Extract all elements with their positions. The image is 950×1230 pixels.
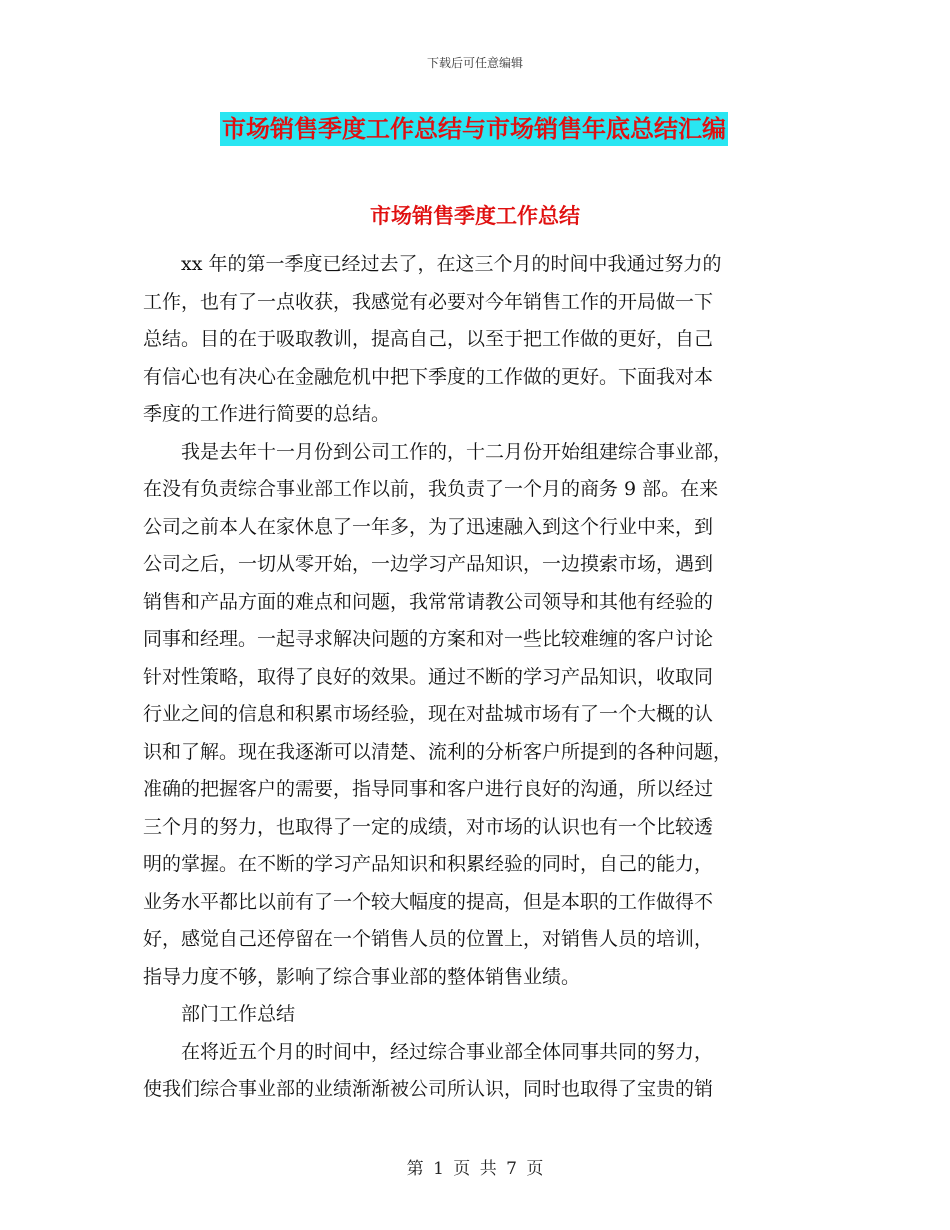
- paragraph-line: 在没有负责综合事业部工作以前，我负责了一个月的商务 9 部。在来: [143, 478, 719, 500]
- page-footer: 第 1 页 共 7 页: [406, 1159, 544, 1179]
- paragraph-line: 季度的工作进行简要的总结。: [143, 403, 391, 425]
- paragraph: [143, 434, 805, 997]
- paragraph-line: 行业之间的信息和积累市场经验，现在对盐城市场有了一个大概的认: [143, 703, 714, 725]
- paragraph-line: 在将近五个月的时间中，经过综合事业部全体同事共同的努力，: [181, 1040, 714, 1063]
- paragraph-line: 公司之前本人在家休息了一年多，为了迅速融入到这个行业中来，到: [143, 515, 714, 538]
- document-body: [143, 246, 805, 1109]
- paragraph-line: 明的掌握。在不断的学习产品知识和积累经验的同时，自己的能力，: [143, 853, 714, 875]
- paragraph-line: 部门工作总结: [181, 1003, 296, 1025]
- paragraph-line: 准确的把握客户的需要，指导同事和客户进行良好的沟通，所以经过: [143, 778, 714, 800]
- paragraph: [143, 996, 805, 1034]
- paragraph-line: 识和了解。现在我逐渐可以清楚、流利的分析客户所提到的各种问题，: [143, 740, 733, 763]
- header-note: 下载后可任意编辑: [426, 56, 523, 70]
- paragraph-line: 总结。目的在于吸取教训，提高自己，以至于把工作做的更好，自己: [143, 328, 714, 350]
- paragraph: [143, 246, 805, 434]
- paragraph-line: xx 年的第一季度已经过去了，在这三个月的时间中我通过努力的: [181, 253, 722, 275]
- section-title: 市场销售季度工作总结: [370, 203, 580, 228]
- paragraph-line: 针对性策略，取得了良好的效果。通过不断的学习产品知识，收取同: [143, 665, 714, 688]
- document-title: 市场销售季度工作总结与市场销售年底总结汇编: [220, 112, 728, 146]
- paragraph-line: 工作，也有了一点收获，我感觉有必要对今年销售工作的开局做一下: [143, 290, 714, 313]
- paragraph-line: 同事和经理。一起寻求解决问题的方案和对一些比较难缠的客户讨论: [143, 628, 714, 650]
- paragraph-line: 销售和产品方面的难点和问题，我常常请教公司领导和其他有经验的: [143, 590, 714, 613]
- paragraph-line: 三个月的努力，也取得了一定的成绩，对市场的认识也有一个比较透: [143, 815, 714, 838]
- paragraph-line: 业务水平都比以前有了一个较大幅度的提高，但是本职的工作做得不: [143, 890, 714, 913]
- paragraph-line: 我是去年十一月份到公司工作的，十二月份开始组建综合事业部，: [181, 440, 733, 463]
- paragraph-line: 指导力度不够，影响了综合事业部的整体销售业绩。: [143, 965, 581, 988]
- paragraph-line: 使我们综合事业部的业绩渐渐被公司所认识，同时也取得了宝贵的销: [143, 1078, 714, 1100]
- paragraph-line: 有信心也有决心在金融危机中把下季度的工作做的更好。下面我对本: [143, 365, 714, 388]
- paragraph: [143, 1034, 805, 1109]
- paragraph-line: 公司之后，一切从零开始，一边学习产品知识，一边摸索市场，遇到: [143, 553, 714, 575]
- paragraph-line: 好，感觉自己还停留在一个销售人员的位置上，对销售人员的培训，: [143, 928, 714, 950]
